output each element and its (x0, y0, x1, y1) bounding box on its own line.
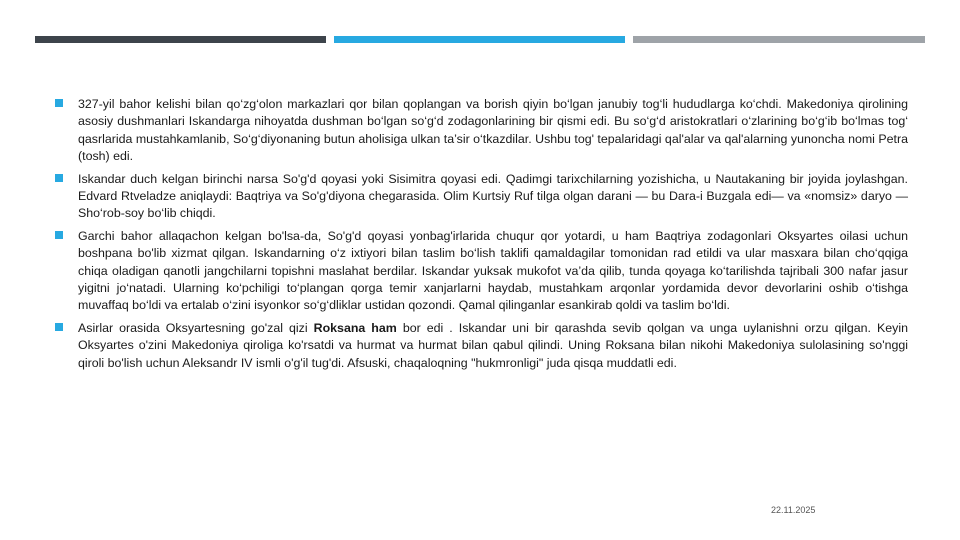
paragraph-text: Iskandar duch kelgan birinchi narsa So'g'd qoyasi yoki Sisimitra qoyasi edi. Qadimgi tarixchilarning yozishicha, u Nautakaning bir joyida joylashgan. Edvard Rtveladze aniqlaydi: Baqtriya va So'g'diyona chegarasida. Olim Kurtsiy Ruf tilga olgan darani — bu Dara-i Buzgala edi— va «nomsiz» daryo — Sho‘rob-soy bo‘lib chiqdi. (78, 171, 908, 221)
bullet-paragraph-1 (55, 96, 908, 166)
top-decorative-bars (35, 36, 925, 44)
paragraph-text-after: bor edi . Iskandar uni bir qarashda sevib qolgan va unga uylanishni orzu qilgan. Keyin Oksyartes o'zini Makedoniya qiroliga ko'rsatdi va hurmat va hurmat bilan qabul qilindi. Uning Roksana bilan nikohi Makedoniya sulolasining so'nggi qiroli bo'lish uchun Aleksandr IV ismli o'g'il tug'di. Afsuski, chaqaloqning "hukmronligi" juda qisqa muddatli edi. (78, 320, 908, 370)
paragraph-text: 327-yil bahor kelishi bilan qo‘zg‘olon markazlari qor bilan qoplangan va borish qiyin bo‘lgan janubiy tog‘li hududlarga ko‘chdi. Makedoniya qirolining asosiy dushmanlari Iskandarga nihoyatda dushman bo‘lgan so‘g‘d zodagonlarining bir qismi edi. Bu so‘g‘d aristokratlari o‘zlarining bo‘g‘ib bo‘lmas tog‘ qasrlarida mustahkamlanib, So‘g‘diyonaning butun aholisiga ulkan ta’sir o‘tkazdilar. Ushbu tog' tepalaridagi qal'alar va qal'alarning yunoncha nomi Petra (tosh) edi. (78, 97, 908, 164)
decorative-bar-blue (334, 36, 625, 43)
slide-date: 22.11.2025 (771, 505, 816, 515)
bullet-paragraph-2 (55, 171, 908, 223)
square-bullet-icon (55, 174, 63, 182)
bullet-paragraph-4 (55, 320, 908, 372)
bold-name-text: Roksana ham (313, 320, 397, 335)
paragraph-text: Garchi bahor allaqachon kelgan bo'lsa-da, So'g'd qoyasi yonbag'irlarida chuqur qor yotardi, u ham Baqtriya zodagonlari Oksyartes oilasi uchun boshpana bo'lib xizmat qilgan. Iskandarning o‘z ixtiyori bilan taslim bo‘lish taklifi qamaldagilar tomonidan rad etildi va ular masxara bilan cho‘qqiga chiqa oladigan qanotli jangchilarni topishni maslahat berdilar. Iskandar yuksak mukofot va’da qilib, tunda qoyaga ko‘tarilishda tajribali 300 nafar jasur yigitni jo‘natadi. Ularning ko‘pchiligi to‘plangan qorga temir xanjarlarni haydab, mustahkam arqonlar yordamida devor devorlarini oshib o‘tishga muvaffaq bo‘ldi va ertalab o‘zini isyonkor so‘g‘dliklar ustidan qozondi. Qamal qilinganlar esankirab qoldi va taslim bo‘ldi. (78, 228, 908, 313)
square-bullet-icon (55, 323, 63, 331)
square-bullet-icon (55, 231, 63, 239)
square-bullet-icon (55, 99, 63, 107)
paragraph-text-before: Asirlar orasida Oksyartesning go'zal qizi (78, 320, 314, 335)
bullet-paragraph-3 (55, 228, 908, 315)
decorative-bar-dark (35, 36, 326, 43)
decorative-bar-gray (633, 36, 925, 43)
slide-content (55, 96, 908, 377)
